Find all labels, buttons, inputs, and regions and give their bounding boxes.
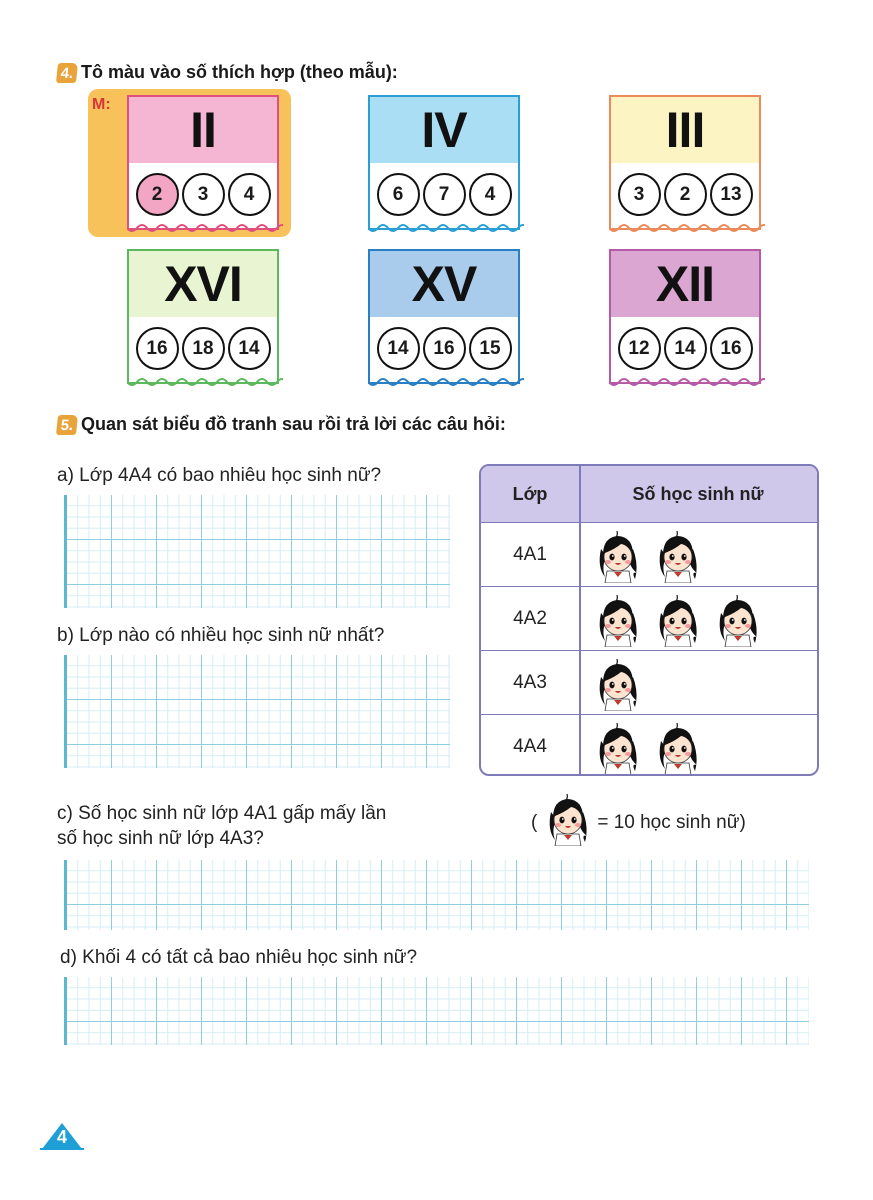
- sample-label: M:: [92, 96, 111, 113]
- roman-card: [368, 95, 520, 230]
- pictograph-legend: [531, 800, 746, 846]
- roman-numeral: XV: [370, 251, 518, 317]
- girl-icon: [711, 591, 765, 647]
- roman-numeral: XVI: [129, 251, 277, 317]
- torn-edge-wave: [609, 224, 765, 238]
- girl-icons: [591, 591, 765, 647]
- page-number: 4: [56, 1127, 67, 1147]
- answer-options: [370, 173, 518, 216]
- roman-card: [127, 249, 279, 384]
- class-name: 4A2: [513, 608, 547, 629]
- answer-option-circle[interactable]: 14: [377, 327, 420, 370]
- girl-icon: [651, 719, 705, 775]
- section-5-title: Quan sát biểu đồ tranh sau rồi trả lời các câu hỏi:: [81, 414, 506, 434]
- roman-numeral: II: [129, 97, 277, 163]
- girl-icon: [591, 527, 645, 583]
- answer-grid-d[interactable]: [64, 977, 809, 1045]
- roman-numeral: IV: [370, 97, 518, 163]
- answer-options: [611, 173, 759, 216]
- table-row: [481, 650, 817, 714]
- answer-grid-c[interactable]: [64, 860, 809, 930]
- class-name: 4A1: [513, 544, 547, 565]
- girl-icon: [591, 719, 645, 775]
- answer-options: [129, 327, 277, 370]
- answer-option-circle[interactable]: 16: [423, 327, 466, 370]
- legend-open-paren: (: [531, 812, 538, 833]
- answer-options: [611, 327, 759, 370]
- answer-options: [129, 173, 277, 216]
- section-4-number: 4.: [56, 63, 78, 83]
- answer-option-circle[interactable]: 6: [377, 173, 420, 216]
- roman-card: [609, 95, 761, 230]
- answer-option-circle[interactable]: 16: [710, 327, 753, 370]
- girl-icon: [541, 790, 595, 846]
- answer-grid-b[interactable]: [64, 655, 450, 768]
- torn-edge-wave: [127, 224, 283, 238]
- answer-option-circle[interactable]: 3: [618, 173, 661, 216]
- answer-option-circle[interactable]: 18: [182, 327, 225, 370]
- section-4-title: Tô màu vào số thích hợp (theo mẫu):: [81, 62, 398, 82]
- girl-icon: [591, 591, 645, 647]
- answer-option-circle[interactable]: 2: [664, 173, 707, 216]
- torn-edge-wave: [368, 224, 524, 238]
- answer-option-circle[interactable]: 4: [469, 173, 512, 216]
- girl-icon: [651, 527, 705, 583]
- question-d: d) Khối 4 có tất cả bao nhiêu học sinh nữ?: [60, 947, 418, 968]
- legend-text: = 10 học sinh nữ): [597, 812, 746, 833]
- question-c-line1: c) Số học sinh nữ lớp 4A1 gấp mấy lần: [57, 803, 387, 824]
- section-5-heading: [57, 414, 506, 435]
- girl-icon: [591, 655, 645, 711]
- roman-numeral: XII: [611, 251, 759, 317]
- section-5-number: 5.: [56, 415, 78, 435]
- answer-option-circle[interactable]: 14: [664, 327, 707, 370]
- answer-grid-a[interactable]: [64, 495, 450, 608]
- girl-icons: [591, 527, 705, 583]
- header-count: Số học sinh nữ: [632, 483, 764, 504]
- torn-edge-wave: [368, 378, 524, 392]
- answer-option-circle[interactable]: 3: [182, 173, 225, 216]
- answer-option-circle[interactable]: 4: [228, 173, 271, 216]
- torn-edge-wave: [609, 378, 765, 392]
- table-row: [481, 522, 817, 586]
- answer-option-circle[interactable]: 16: [136, 327, 179, 370]
- answer-option-circle[interactable]: 7: [423, 173, 466, 216]
- question-c-line2: số học sinh nữ lớp 4A3?: [57, 828, 264, 849]
- answer-option-circle[interactable]: 13: [710, 173, 753, 216]
- girl-icons: [591, 719, 705, 775]
- answer-option-circle[interactable]: 12: [618, 327, 661, 370]
- class-name: 4A4: [513, 736, 547, 757]
- question-b: b) Lớp nào có nhiều học sinh nữ nhất?: [57, 625, 385, 646]
- pictograph-table: [479, 464, 819, 776]
- answer-option-circle[interactable]: 2: [136, 173, 179, 216]
- section-4-heading: [57, 62, 398, 83]
- roman-card: [368, 249, 520, 384]
- roman-card: [609, 249, 761, 384]
- class-name: 4A3: [513, 672, 547, 693]
- roman-numeral: III: [611, 97, 759, 163]
- table-row: [481, 714, 817, 776]
- header-class: Lớp: [512, 483, 548, 504]
- roman-card: [127, 95, 279, 230]
- question-a: a) Lớp 4A4 có bao nhiêu học sinh nữ?: [57, 465, 382, 486]
- torn-edge-wave: [127, 378, 283, 392]
- column-divider: [579, 466, 581, 774]
- answer-option-circle[interactable]: 14: [228, 327, 271, 370]
- girl-icon: [651, 591, 705, 647]
- answer-options: [370, 327, 518, 370]
- table-row: [481, 586, 817, 650]
- answer-option-circle[interactable]: 15: [469, 327, 512, 370]
- girl-icons: [591, 655, 645, 711]
